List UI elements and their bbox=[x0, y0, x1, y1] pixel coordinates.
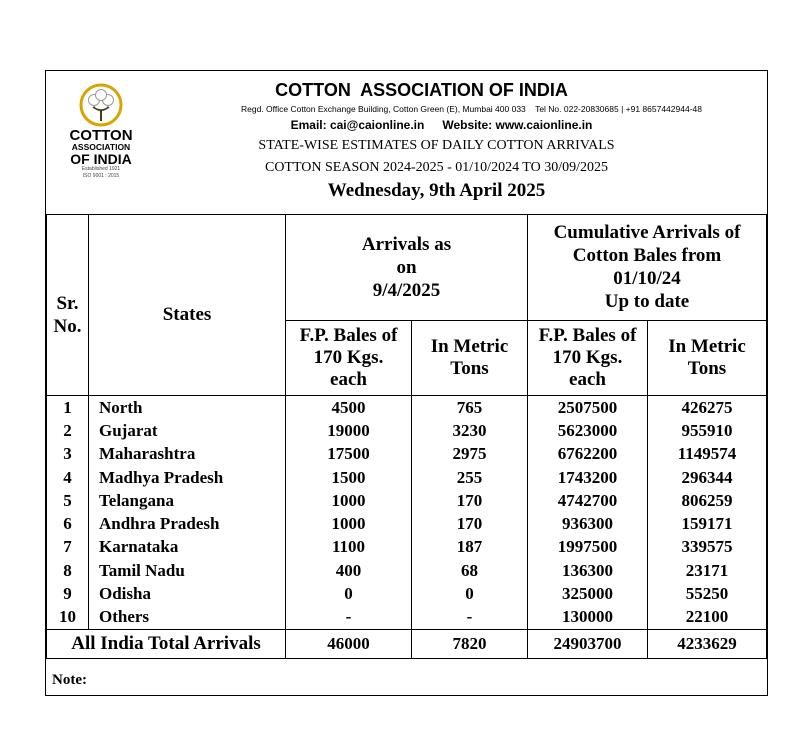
report-sheet bbox=[45, 70, 768, 696]
row-fp-cum: 936300 bbox=[528, 512, 648, 535]
row-fp-day: 1100 bbox=[286, 536, 412, 559]
organization-contact bbox=[116, 118, 767, 132]
organization-address: Regd. Office Cotton Exchange Building, Cotton Green (E), Mumbai 400 033 Tel No. 022-20830685 | +91 8657442944-48 bbox=[241, 104, 702, 114]
total-mt-cum: 4233629 bbox=[648, 629, 767, 658]
header-sr-no-label: Sr. No. bbox=[53, 292, 82, 337]
row-sr: 6 bbox=[47, 512, 89, 535]
header-arrivals-on-date bbox=[286, 214, 528, 321]
row-fp-cum: 1997500 bbox=[528, 536, 648, 559]
logo-word-of-india: OF INDIA bbox=[70, 150, 132, 167]
row-mt-cum: 159171 bbox=[648, 512, 767, 535]
total-mt-day: 7820 bbox=[412, 629, 528, 658]
note-label: Note: bbox=[52, 672, 87, 688]
table-row bbox=[47, 559, 767, 582]
row-fp-cum: 136300 bbox=[528, 559, 648, 582]
header-sr-no bbox=[47, 214, 89, 396]
row-fp-cum: 130000 bbox=[528, 606, 648, 630]
row-fp-cum: 1743200 bbox=[528, 466, 648, 489]
row-mt-cum: 23171 bbox=[648, 559, 767, 582]
row-sr: 7 bbox=[47, 536, 89, 559]
row-mt-day: 170 bbox=[412, 512, 528, 535]
report-date: Wednesday, 9th April 2025 bbox=[327, 180, 546, 201]
header-states-label: States bbox=[162, 304, 212, 325]
row-sr: 5 bbox=[47, 489, 89, 512]
row-fp-cum: 2507500 bbox=[528, 396, 648, 420]
row-state: Telangana bbox=[89, 489, 286, 512]
report-title: STATE-WISE ESTIMATES OF DAILY COTTON ARRIVALS bbox=[258, 138, 615, 153]
row-mt-day: 0 bbox=[412, 582, 528, 605]
table-row bbox=[47, 536, 767, 559]
row-state: Madhya Pradesh bbox=[89, 466, 286, 489]
subheader-fp-bales-day bbox=[286, 321, 412, 396]
row-mt-cum: 955910 bbox=[648, 419, 767, 442]
header-cumulative-line1: Cumulative Arrivals of bbox=[553, 222, 741, 243]
row-state: Maharashtra bbox=[89, 443, 286, 466]
header-text-block bbox=[146, 71, 767, 214]
subheader-fp-line1: F.P. Bales of bbox=[299, 325, 398, 346]
total-fp-day: 46000 bbox=[286, 629, 412, 658]
logo-word-cotton: COTTON bbox=[69, 127, 133, 144]
subheader-metric-tons-cumulative bbox=[648, 321, 767, 396]
row-state: Karnataka bbox=[89, 536, 286, 559]
row-fp-cum: 6762200 bbox=[528, 443, 648, 466]
header-arrivals-line2: on bbox=[396, 256, 417, 278]
row-sr: 8 bbox=[47, 559, 89, 582]
subheader-mt-line2: Tons bbox=[687, 358, 727, 379]
row-mt-cum: 1149574 bbox=[648, 443, 767, 466]
table-row bbox=[47, 512, 767, 535]
total-fp-cum: 24903700 bbox=[528, 629, 648, 658]
row-mt-cum: 806259 bbox=[648, 489, 767, 512]
total-row bbox=[47, 629, 767, 658]
row-sr: 2 bbox=[47, 419, 89, 442]
header-cumulative-arrivals bbox=[528, 214, 767, 321]
arrivals-table bbox=[46, 214, 767, 659]
row-mt-day: 187 bbox=[412, 536, 528, 559]
subheader-fp-line3: each bbox=[330, 369, 367, 390]
total-label: All India Total Arrivals bbox=[47, 629, 286, 658]
header-cumulative-line3: 01/10/24 bbox=[613, 268, 681, 289]
header-cumulative-line2: Cotton Bales from bbox=[572, 245, 722, 266]
row-mt-day: 68 bbox=[412, 559, 528, 582]
row-sr: 10 bbox=[47, 606, 89, 630]
row-fp-day: 0 bbox=[286, 582, 412, 605]
row-state: North bbox=[89, 396, 286, 420]
row-fp-day: - bbox=[286, 606, 412, 630]
row-state: Andhra Pradesh bbox=[89, 512, 286, 535]
row-fp-day: 1000 bbox=[286, 512, 412, 535]
subheader-mt-line1: In Metric bbox=[430, 336, 509, 357]
row-mt-day: 170 bbox=[412, 489, 528, 512]
logo-iso: ISO 9001 : 2015 bbox=[82, 172, 120, 179]
subheader-fp-bales-cumulative bbox=[528, 321, 648, 396]
row-sr: 1 bbox=[47, 396, 89, 420]
subheader-metric-tons-day bbox=[412, 321, 528, 396]
row-state: Odisha bbox=[89, 582, 286, 605]
row-fp-day: 17500 bbox=[286, 443, 412, 466]
row-state: Others bbox=[89, 606, 286, 630]
logo-word-association: ASSOCIATION bbox=[71, 142, 131, 152]
row-mt-day: 765 bbox=[412, 396, 528, 420]
subheader-fp-line3: each bbox=[569, 369, 606, 390]
row-sr: 3 bbox=[47, 443, 89, 466]
row-fp-day: 1000 bbox=[286, 489, 412, 512]
table-row bbox=[47, 443, 767, 466]
row-mt-day: 3230 bbox=[412, 419, 528, 442]
subheader-mt-line2: Tons bbox=[450, 358, 489, 379]
report-header bbox=[46, 71, 767, 215]
row-sr: 9 bbox=[47, 582, 89, 605]
logo-established: Established 1921 bbox=[81, 165, 121, 172]
subheader-fp-line2: 170 Kgs. bbox=[313, 347, 384, 368]
header-arrivals-line1: Arrivals as bbox=[361, 233, 452, 255]
table-row bbox=[47, 419, 767, 442]
website-text: Website: www.caionline.in bbox=[442, 118, 593, 132]
row-mt-day: 2975 bbox=[412, 443, 528, 466]
row-state: Tamil Nadu bbox=[89, 559, 286, 582]
row-mt-cum: 22100 bbox=[648, 606, 767, 630]
row-sr: 4 bbox=[47, 466, 89, 489]
subheader-mt-line1: In Metric bbox=[668, 336, 746, 357]
table-row bbox=[47, 582, 767, 605]
row-mt-day: 255 bbox=[412, 466, 528, 489]
report-season: COTTON SEASON 2024-2025 - 01/10/2024 TO 30/09/2025 bbox=[264, 160, 608, 175]
subheader-fp-line2: 170 Kgs. bbox=[552, 347, 623, 368]
row-mt-day: - bbox=[412, 606, 528, 630]
organization-name: COTTON ASSOCIATION OF INDIA bbox=[275, 80, 568, 100]
email-text: Email: cai@caionline.in bbox=[290, 118, 425, 132]
table-row bbox=[47, 606, 767, 630]
row-fp-day: 400 bbox=[286, 559, 412, 582]
row-fp-cum: 4742700 bbox=[528, 489, 648, 512]
row-fp-day: 4500 bbox=[286, 396, 412, 420]
row-mt-cum: 426275 bbox=[648, 396, 767, 420]
table-row bbox=[47, 396, 767, 420]
row-fp-cum: 5623000 bbox=[528, 419, 648, 442]
row-fp-day: 19000 bbox=[286, 419, 412, 442]
row-mt-cum: 296344 bbox=[648, 466, 767, 489]
row-fp-day: 1500 bbox=[286, 466, 412, 489]
header-arrivals-line3: 9/4/2025 bbox=[372, 279, 441, 301]
table-row bbox=[47, 489, 767, 512]
row-mt-cum: 55250 bbox=[648, 582, 767, 605]
subheader-fp-line1: F.P. Bales of bbox=[538, 325, 637, 346]
row-fp-cum: 325000 bbox=[528, 582, 648, 605]
header-states bbox=[89, 214, 286, 396]
header-cumulative-line4: Up to date bbox=[604, 291, 690, 312]
row-mt-cum: 339575 bbox=[648, 536, 767, 559]
table-row bbox=[47, 466, 767, 489]
row-state: Gujarat bbox=[89, 419, 286, 442]
